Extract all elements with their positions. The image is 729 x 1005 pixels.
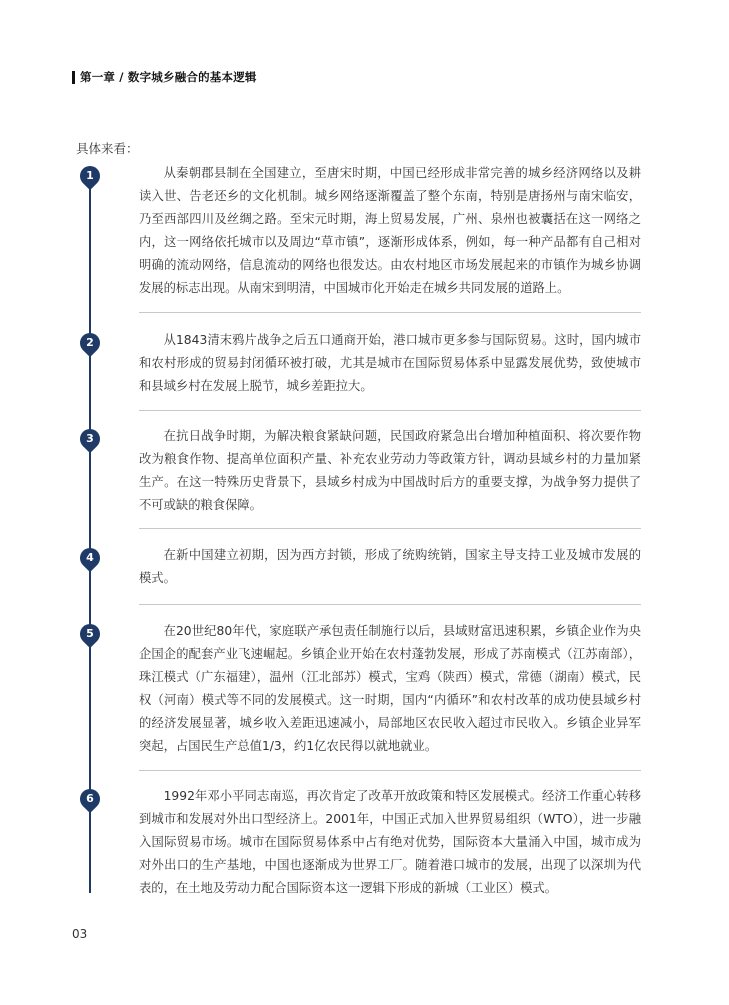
marker-number: 5 — [86, 627, 94, 640]
divider — [139, 312, 641, 313]
timeline-paragraph-5: 在20世纪80年代，家庭联产承包责任制施行以后，县域财富迅速积累，乡镇企业作为央企国企的配套产业飞速崛起。乡镇企业开始在农村蓬勃发展，形成了苏南模式（江苏南部），珠江模式（广东福建），温州（江北部苏）模式，宝鸡（陕西）模式，常德（湖南）模式，民权（河南）模式等不同的发展模式。这一时期，国内“内循环”和农村改革的成功使县域乡村的经济发展显著，城乡收入差距迅速减小，局部地区农民收入超过市民收入。乡镇企业异军突起，占国民生产总值1/3，约1亿农民得以就地就业。 — [139, 624, 641, 753]
timeline-paragraph-2: 从1843清末鸦片战争之后五口通商开始，港口城市更多参与国际贸易。这时，国内城市和农村形成的贸易封闭循环被打破，尤其是城市在国际贸易体系中显露发展优势，致使城市和县域乡村在发展上脱节，城乡差距拉大。 — [139, 333, 641, 393]
timeline-line — [89, 178, 91, 893]
chapter-title: 第一章 / 数字城乡融合的基本逻辑 — [80, 70, 257, 84]
timeline-paragraph-3: 在抗日战争时期，为解决粮食紧缺问题，民国政府紧急出台增加种植面积、将次要作物改为粮食作物、提高单位面积产量、补充农业劳动力等政策方针，调动县域乡村的力量加紧生产。在这一特殊历史背景下，县域乡村成为中国战时后方的重要支撑，为战争努力提供了不可或缺的粮食保障。 — [139, 429, 641, 512]
timeline-paragraph-6: 1992年邓小平同志南巡，再次肯定了改革开放政策和特区发展模式。经济工作重心转移到城市和发展对外出口型经济上。2001年，中国正式加入世界贸易组织（WTO），进一步融入国际贸易市场。城市在国际贸易体系中占有绝对优势，国际资本大量涌入中国，城市成为对外出口的生产基地，中国也逐渐成为世界工厂。随着港口城市的发展，出现了以深圳为代表的，在土地及劳动力配合国际资本这一逻辑下形成的新城（工业区）模式。 — [139, 789, 641, 895]
intro-text: 具体来看： — [76, 141, 139, 156]
divider — [139, 770, 641, 771]
timeline-marker-4 — [76, 544, 104, 572]
timeline-paragraph-1: 从秦朝郡县制在全国建立，至唐宋时期，中国已经形成非常完善的城乡经济网络以及耕读入世、告老还乡的文化机制。城乡网络逐渐覆盖了整个东南，特别是唐扬州与南宋临安，乃至西部四川及丝绸之路。至宋元时期，海上贸易发展，广州、泉州也被囊括在这一网络之内，这一网络依托城市以及周边“草市镇”，逐渐形成体系，例如，每一种产品都有自己相对明确的流动网络，信息流动的网络也很发达。由农村地区市场发展起来的市镇作为城乡协调发展的标志出现。从南宋到明清，中国城市化开始走在城乡共同发展的道路上。 — [139, 166, 641, 295]
divider — [139, 528, 641, 529]
page-number: 03 — [72, 927, 88, 941]
chapter-header — [72, 70, 257, 84]
timeline-marker-6 — [76, 785, 104, 813]
timeline-marker-2 — [76, 329, 104, 357]
timeline-marker-1 — [76, 162, 104, 190]
marker-number: 3 — [86, 432, 94, 445]
marker-number: 6 — [86, 792, 94, 805]
timeline-paragraph-4: 在新中国建立初期，因为西方封锁，形成了统购统销，国家主导支持工业及城市发展的模式。 — [139, 548, 641, 585]
marker-number: 2 — [86, 336, 94, 349]
marker-number: 4 — [86, 551, 94, 564]
header-accent-bar — [72, 71, 75, 84]
timeline-marker-3 — [76, 425, 104, 453]
divider — [139, 604, 641, 605]
marker-number: 1 — [86, 169, 94, 182]
timeline-marker-5 — [76, 620, 104, 648]
divider — [139, 410, 641, 411]
